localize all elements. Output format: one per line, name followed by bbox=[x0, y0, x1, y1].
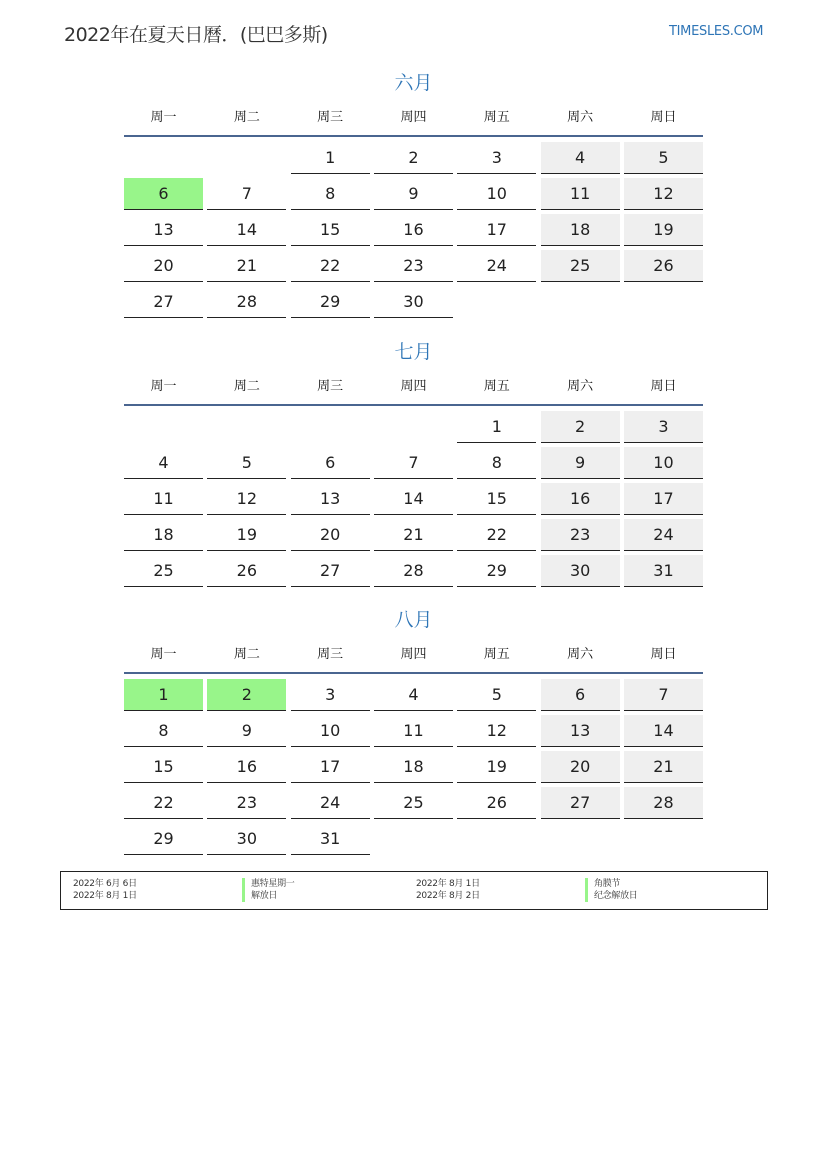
day-cell: 9 bbox=[207, 715, 286, 747]
weekday-label: 周日 bbox=[650, 647, 677, 662]
holiday-day-cell: 1 bbox=[124, 679, 203, 711]
day-cell: 15 bbox=[124, 751, 203, 783]
day-cell: 20 bbox=[291, 519, 370, 551]
day-cell: 3 bbox=[624, 411, 703, 443]
day-cell: 24 bbox=[291, 787, 370, 819]
month-title: 六月 bbox=[394, 72, 433, 94]
empty-day-cell bbox=[124, 411, 203, 443]
day-cell: 1 bbox=[457, 411, 536, 443]
day-cell: 18 bbox=[124, 519, 203, 551]
day-cell: 28 bbox=[207, 286, 286, 318]
weekday-label: 周五 bbox=[483, 110, 510, 125]
legend-holiday-name: 纪念解放日 bbox=[585, 890, 638, 902]
day-cell: 24 bbox=[624, 519, 703, 551]
day-cell: 28 bbox=[374, 555, 453, 587]
day-cell: 16 bbox=[541, 483, 620, 515]
day-cell: 28 bbox=[624, 787, 703, 819]
day-cell: 16 bbox=[207, 751, 286, 783]
weekday-label: 周六 bbox=[567, 110, 594, 125]
day-cell: 8 bbox=[457, 447, 536, 479]
weekday-header bbox=[124, 101, 703, 137]
weekday-header bbox=[124, 638, 703, 674]
weekday-label: 周三 bbox=[317, 379, 344, 394]
day-cell: 17 bbox=[624, 483, 703, 515]
legend-holiday-name: 惠特星期一 bbox=[242, 878, 295, 890]
day-cell: 29 bbox=[124, 823, 203, 855]
day-cell: 14 bbox=[624, 715, 703, 747]
day-grid bbox=[124, 679, 703, 855]
day-cell: 30 bbox=[541, 555, 620, 587]
day-cell: 7 bbox=[624, 679, 703, 711]
day-cell: 12 bbox=[207, 483, 286, 515]
day-cell: 19 bbox=[457, 751, 536, 783]
day-cell: 3 bbox=[291, 679, 370, 711]
day-cell: 21 bbox=[624, 751, 703, 783]
day-cell: 12 bbox=[624, 178, 703, 210]
day-cell: 25 bbox=[124, 555, 203, 587]
month-title: 七月 bbox=[394, 341, 433, 363]
day-cell: 13 bbox=[541, 715, 620, 747]
month-title: 八月 bbox=[394, 609, 433, 631]
day-cell: 27 bbox=[541, 787, 620, 819]
weekday-label: 周四 bbox=[400, 647, 427, 662]
day-cell: 15 bbox=[457, 483, 536, 515]
day-cell: 31 bbox=[291, 823, 370, 855]
weekday-label: 周一 bbox=[150, 379, 177, 394]
legend-date: 2022年 8月 1日 bbox=[416, 879, 480, 889]
day-cell: 13 bbox=[291, 483, 370, 515]
weekday-label: 周二 bbox=[233, 379, 260, 394]
day-cell: 31 bbox=[624, 555, 703, 587]
holiday-day-cell: 6 bbox=[124, 178, 203, 210]
empty-day-cell bbox=[291, 411, 370, 443]
day-cell: 5 bbox=[457, 679, 536, 711]
legend-date: 2022年 6月 6日 bbox=[73, 879, 137, 889]
day-cell: 9 bbox=[541, 447, 620, 479]
legend-date: 2022年 8月 2日 bbox=[416, 891, 480, 901]
day-cell: 23 bbox=[374, 250, 453, 282]
day-cell: 18 bbox=[374, 751, 453, 783]
day-cell: 9 bbox=[374, 178, 453, 210]
day-cell: 13 bbox=[124, 214, 203, 246]
day-cell: 10 bbox=[291, 715, 370, 747]
weekday-header bbox=[124, 370, 703, 406]
day-cell: 16 bbox=[374, 214, 453, 246]
site-link[interactable]: TIMESLES.COM bbox=[669, 24, 764, 39]
day-cell: 6 bbox=[291, 447, 370, 479]
day-cell: 10 bbox=[624, 447, 703, 479]
weekday-label: 周日 bbox=[650, 110, 677, 125]
day-cell: 14 bbox=[207, 214, 286, 246]
day-cell: 22 bbox=[124, 787, 203, 819]
day-cell: 2 bbox=[541, 411, 620, 443]
day-cell: 21 bbox=[207, 250, 286, 282]
day-cell: 5 bbox=[207, 447, 286, 479]
holiday-legend bbox=[60, 871, 768, 910]
weekday-label: 周六 bbox=[567, 379, 594, 394]
day-cell: 17 bbox=[291, 751, 370, 783]
day-cell: 11 bbox=[124, 483, 203, 515]
day-cell: 20 bbox=[124, 250, 203, 282]
day-grid bbox=[124, 411, 703, 587]
legend-holiday-name: 角膜节 bbox=[585, 878, 620, 890]
day-cell: 10 bbox=[457, 178, 536, 210]
day-cell: 23 bbox=[207, 787, 286, 819]
weekday-label: 周二 bbox=[233, 647, 260, 662]
day-cell: 7 bbox=[374, 447, 453, 479]
page-title: 2022年在夏天日曆．(巴巴多斯) bbox=[64, 24, 328, 46]
day-cell: 8 bbox=[124, 715, 203, 747]
weekday-label: 周五 bbox=[483, 379, 510, 394]
weekday-label: 周一 bbox=[150, 110, 177, 125]
empty-day-cell bbox=[207, 411, 286, 443]
month-august bbox=[124, 605, 703, 855]
day-cell: 11 bbox=[374, 715, 453, 747]
day-cell: 29 bbox=[291, 286, 370, 318]
day-cell: 2 bbox=[374, 142, 453, 174]
day-cell: 24 bbox=[457, 250, 536, 282]
day-cell: 22 bbox=[457, 519, 536, 551]
day-cell: 19 bbox=[207, 519, 286, 551]
day-cell: 26 bbox=[207, 555, 286, 587]
day-cell: 25 bbox=[541, 250, 620, 282]
holiday-day-cell: 2 bbox=[207, 679, 286, 711]
empty-day-cell bbox=[207, 142, 286, 174]
day-cell: 29 bbox=[457, 555, 536, 587]
day-cell: 11 bbox=[541, 178, 620, 210]
day-cell: 22 bbox=[291, 250, 370, 282]
weekday-label: 周六 bbox=[567, 647, 594, 662]
weekday-label: 周五 bbox=[483, 647, 510, 662]
day-cell: 4 bbox=[124, 447, 203, 479]
day-cell: 4 bbox=[541, 142, 620, 174]
day-cell: 26 bbox=[457, 787, 536, 819]
day-cell: 27 bbox=[291, 555, 370, 587]
day-cell: 1 bbox=[291, 142, 370, 174]
weekday-label: 周一 bbox=[150, 647, 177, 662]
day-cell: 17 bbox=[457, 214, 536, 246]
month-june bbox=[124, 68, 703, 318]
day-cell: 8 bbox=[291, 178, 370, 210]
day-cell: 14 bbox=[374, 483, 453, 515]
day-cell: 12 bbox=[457, 715, 536, 747]
day-cell: 19 bbox=[624, 214, 703, 246]
weekday-label: 周四 bbox=[400, 110, 427, 125]
legend-date: 2022年 8月 1日 bbox=[73, 891, 137, 901]
day-cell: 27 bbox=[124, 286, 203, 318]
day-cell: 6 bbox=[541, 679, 620, 711]
day-cell: 23 bbox=[541, 519, 620, 551]
day-cell: 7 bbox=[207, 178, 286, 210]
empty-day-cell bbox=[374, 411, 453, 443]
day-cell: 5 bbox=[624, 142, 703, 174]
day-cell: 15 bbox=[291, 214, 370, 246]
weekday-label: 周二 bbox=[233, 110, 260, 125]
weekday-label: 周四 bbox=[400, 379, 427, 394]
day-cell: 4 bbox=[374, 679, 453, 711]
day-cell: 30 bbox=[207, 823, 286, 855]
empty-day-cell bbox=[124, 142, 203, 174]
day-cell: 25 bbox=[374, 787, 453, 819]
weekday-label: 周三 bbox=[317, 647, 344, 662]
day-cell: 26 bbox=[624, 250, 703, 282]
day-grid bbox=[124, 142, 703, 318]
month-july bbox=[124, 337, 703, 587]
weekday-label: 周日 bbox=[650, 379, 677, 394]
day-cell: 3 bbox=[457, 142, 536, 174]
day-cell: 18 bbox=[541, 214, 620, 246]
day-cell: 21 bbox=[374, 519, 453, 551]
weekday-label: 周三 bbox=[317, 110, 344, 125]
day-cell: 20 bbox=[541, 751, 620, 783]
legend-holiday-name: 解放日 bbox=[242, 890, 277, 902]
day-cell: 30 bbox=[374, 286, 453, 318]
